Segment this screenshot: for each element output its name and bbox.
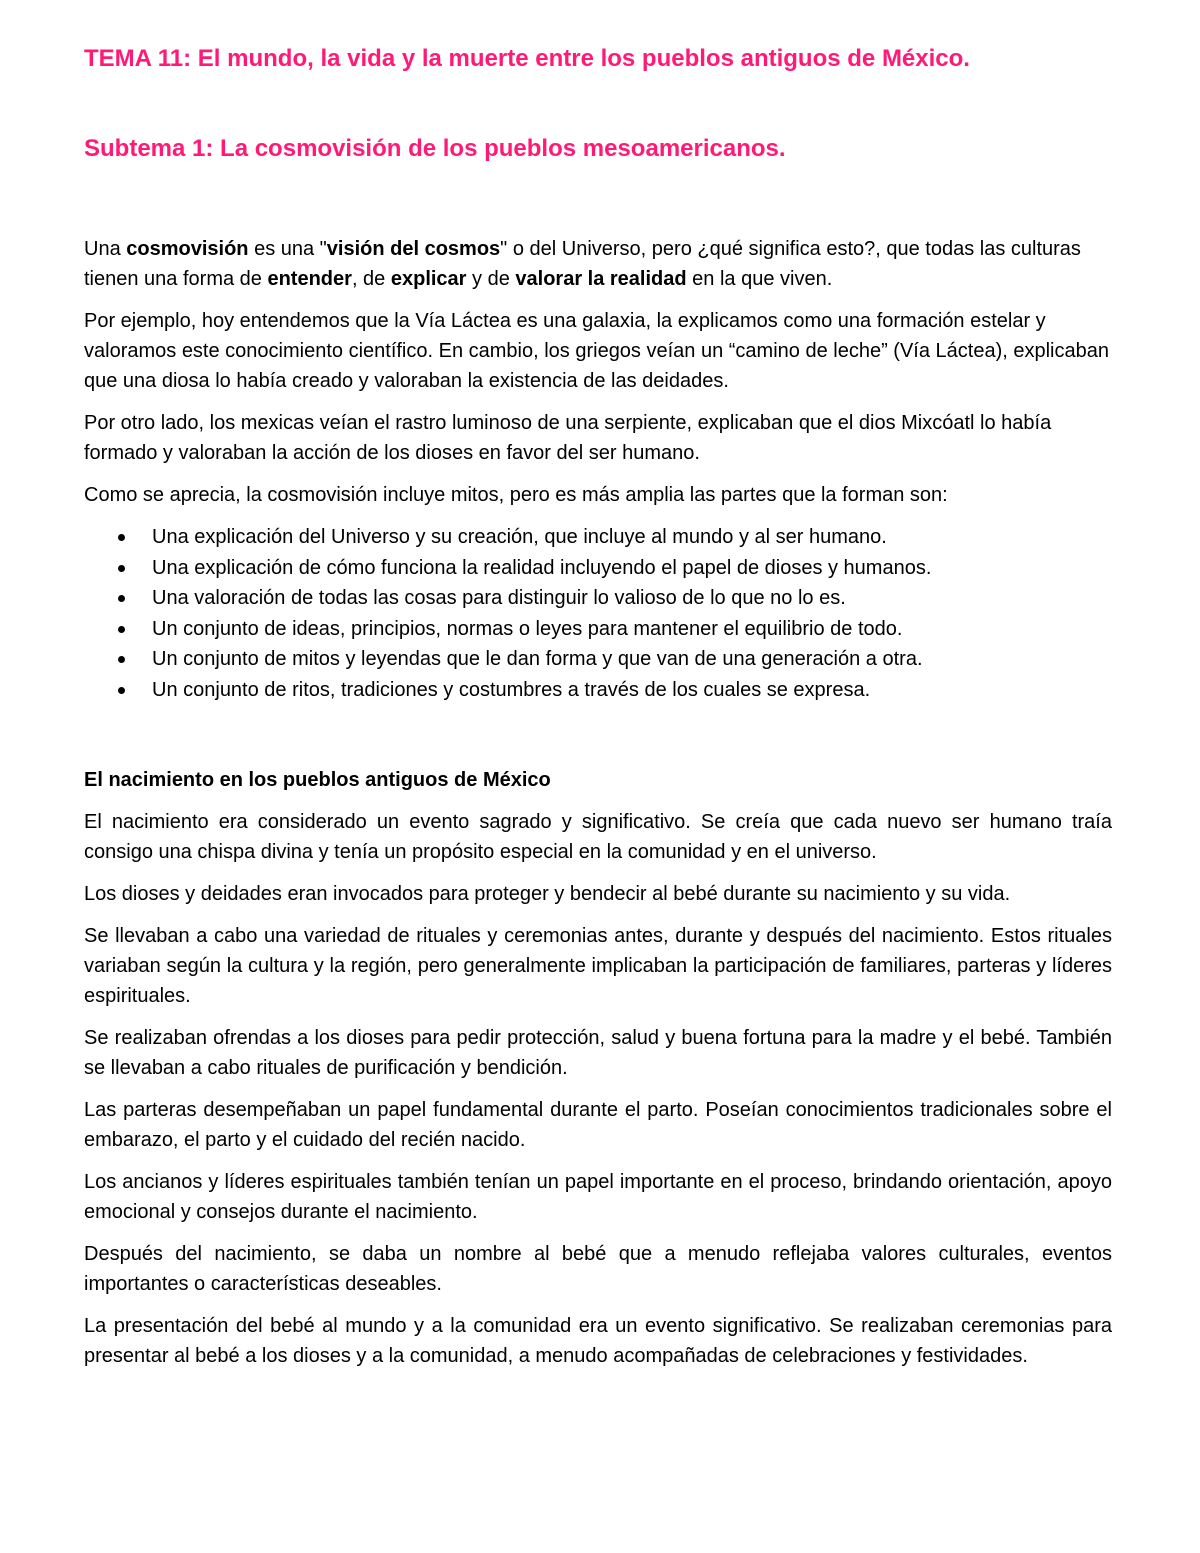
intro-paragraph [84,234,1112,294]
bullet-icon [118,534,125,541]
list-item [114,583,1112,614]
section-heading-nacimiento: El nacimiento en los pueblos antiguos de México [84,769,551,791]
list-item-text: Un conjunto de mitos y leyendas que le dan forma y que van de una generación a otra. [152,648,923,670]
section-paragraph: Después del nacimiento, se daba un nombre al bebé que a menudo reflejaba valores culturales, eventos importantes o características deseables. [84,1243,1112,1295]
intro-bold-entender: entender [267,268,352,290]
list-item [114,522,1112,553]
bullet-icon [118,565,125,572]
paragraph-mexicas: Por otro lado, los mexicas veían el rastro luminoso de una serpiente, explicaban que el dios Mixcóatl lo había formado y valoraban la acción de los dioses en favor del ser humano. [84,412,1052,464]
list-item-text: Una valoración de todas las cosas para distinguir lo valioso de lo que no lo es. [152,587,846,609]
document-title: TEMA 11: El mundo, la vida y la muerte entre los pueblos antiguos de México. [84,45,970,72]
intro-bold-explicar: explicar [390,268,467,290]
section-paragraph: El nacimiento era considerado un evento sagrado y significativo. Se creía que cada nuevo ser humano traía consigo una chispa divina y tenía un propósito especial en la comunidad y en el universo. [84,811,1112,863]
list-item-text: Una explicación de cómo funciona la realidad incluyendo el papel de dioses y humanos. [152,556,932,579]
list-item [114,644,1112,675]
cosmovision-bullet-list [84,522,1112,705]
section-paragraph: Las parteras desempeñaban un papel fundamental durante el parto. Poseían conocimientos tradicionales sobre el embarazo, el parto y el cuidado del recién nacido. [84,1099,1112,1151]
section-paragraph: La presentación del bebé al mundo y a la comunidad era un evento significativo. Se realizaban ceremonias para presentar al bebé a los dioses y a la comunidad, a menudo acompañadas de celebraciones y festividades. [84,1315,1112,1367]
paragraph-via-lactea: Por ejemplo, hoy entendemos que la Vía Láctea es una galaxia, la explicamos como una formación estelar y valoramos este conocimiento científico. En cambio, los griegos veían un “camino de leche” (Vía Láctea), explicaban que una diosa lo había creado y valoraban la existencia de las deidades. [84,310,1109,392]
intro-text-6: en la que viven. [686,268,833,290]
section-paragraph: Se realizaban ofrendas a los dioses para pedir protección, salud y buena fortuna para la madre y el bebé. También se llevaban a cabo rituales de purificación y bendición. [84,1027,1112,1079]
bullet-icon [118,656,125,663]
bullet-icon [118,687,125,694]
intro-bold-vision-cosmos: visión del cosmos [326,238,501,260]
intro-bold-cosmovision: cosmovisión [126,238,249,260]
list-item-text: Un conjunto de ritos, tradiciones y costumbres a través de los cuales se expresa. [152,678,871,701]
list-item [114,553,1112,584]
list-item-text: Una explicación del Universo y su creación, que incluye al mundo y al ser humano. [152,526,887,548]
intro-text-3: " o del Universo, pero ¿qué significa esto?, que todas las culturas tienen una forma de [84,238,1081,290]
intro-text-1: Una [84,238,127,260]
bullet-icon [118,595,125,602]
section-paragraph: Los ancianos y líderes espirituales también tenían un papel importante en el proceso, brindando orientación, apoyo emocional y consejos durante el nacimiento. [84,1171,1112,1223]
intro-text-4: , de [351,268,391,290]
intro-bold-valorar: valorar la realidad [515,268,687,290]
list-item-text: Un conjunto de ideas, principios, normas o leyes para mantener el equilibrio de todo. [152,617,903,640]
list-item [114,614,1112,645]
intro-text-2: es una " [248,238,327,260]
section-paragraph: Los dioses y deidades eran invocados para proteger y bendecir al bebé durante su nacimiento y su vida. [84,883,1011,905]
list-item [114,675,1112,706]
paragraph-cosmovision-parts: Como se aprecia, la cosmovisión incluye mitos, pero es más amplia las partes que la forman son: [84,484,948,506]
bullet-icon [118,626,125,633]
section-paragraph: Se llevaban a cabo una variedad de rituales y ceremonias antes, durante y después del nacimiento. Estos rituales variaban según la cultura y la región, pero generalmente implicaban la participación de familiares, parteras y líderes espirituales. [84,925,1112,1007]
document-subtitle: Subtema 1: La cosmovisión de los pueblos mesoamericanos. [84,135,786,162]
intro-text-5: y de [466,268,516,290]
